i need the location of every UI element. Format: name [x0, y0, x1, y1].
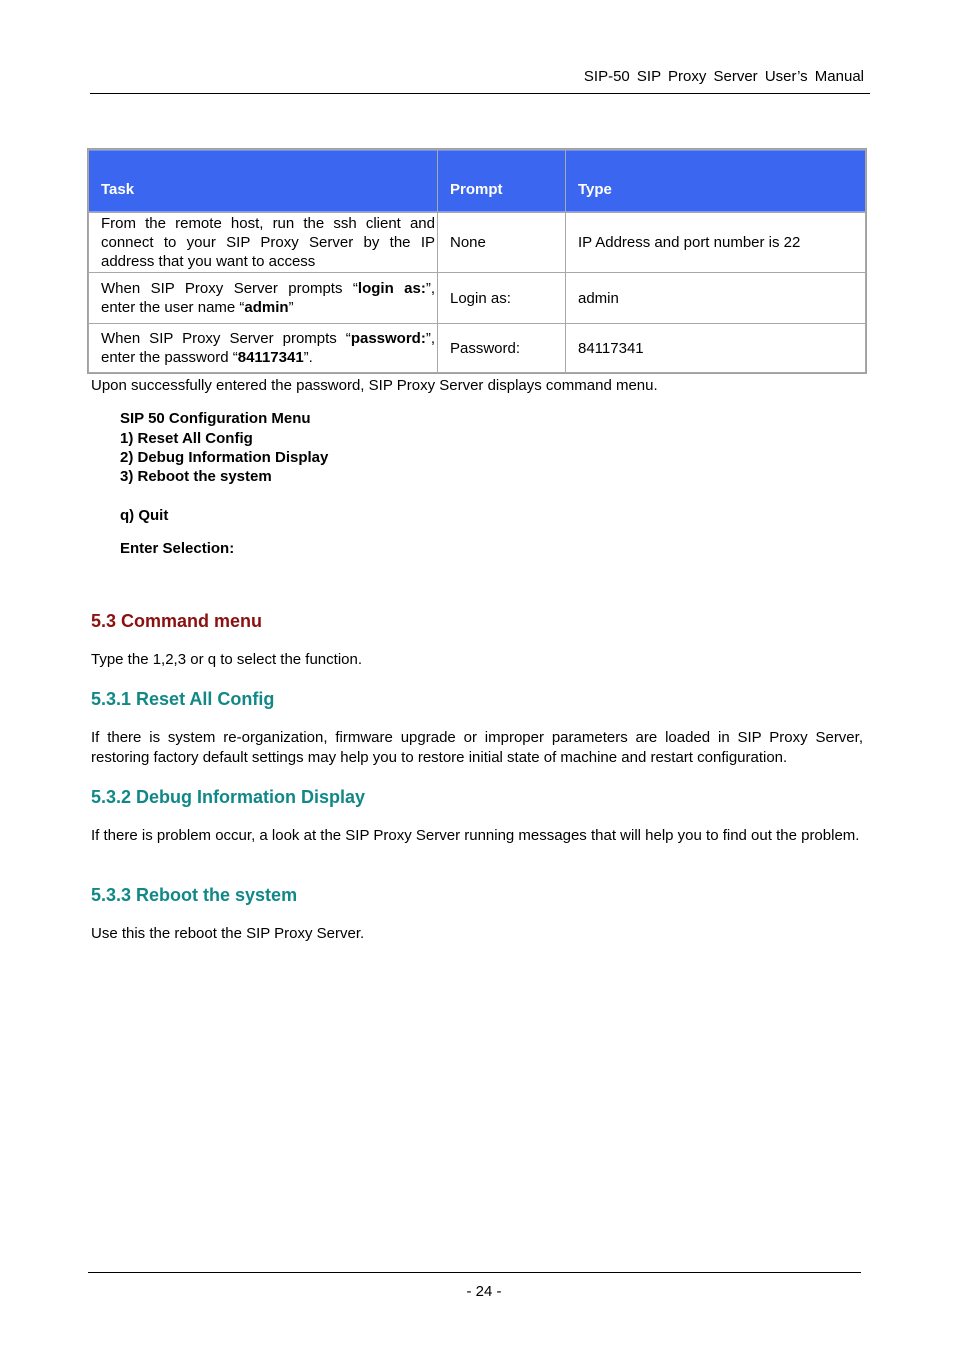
table-header-row	[89, 150, 866, 213]
subsection-heading-debug: 5.3.2 Debug Information Display	[91, 787, 366, 807]
table-row	[89, 213, 866, 273]
type-cell: 84117341	[566, 324, 866, 373]
prompt-cell: None	[438, 213, 566, 273]
task-cell	[89, 324, 438, 373]
column-header-prompt: Prompt	[438, 150, 566, 213]
task-text: When SIP Proxy Server prompts “	[101, 280, 358, 297]
column-header-type: Type	[566, 150, 866, 213]
prompt-cell: Password:	[438, 324, 566, 373]
subsection-paragraph-debug: If there is problem occur, a look at the SIP Proxy Server running messages that will help you to find out the problem.	[91, 827, 860, 844]
menu-item-quit: q) Quit	[120, 507, 169, 524]
running-header: SIP-50 SIP Proxy Server User’s Manual	[583, 68, 864, 85]
task-cell	[89, 273, 438, 324]
page-number: - 24 -	[466, 1283, 502, 1300]
ssh-login-table	[87, 148, 867, 374]
type-cell: admin	[566, 273, 866, 324]
task-keyword: 84117341	[237, 349, 304, 366]
section-paragraph: Type the 1,2,3 or q to select the function.	[91, 651, 363, 668]
column-header-task: Task	[89, 150, 438, 213]
task-keyword: login as:	[357, 280, 426, 297]
subsection-heading-reset: 5.3.1 Reset All Config	[91, 689, 275, 709]
task-table	[88, 149, 866, 373]
task-keyword: password:	[350, 330, 426, 347]
table-row	[89, 273, 866, 324]
menu-title: SIP 50 Configuration Menu	[120, 410, 311, 427]
subsection-paragraph-reboot: Use this the reboot the SIP Proxy Server.	[91, 925, 365, 942]
subsection-paragraph-reset: If there is system re-organization, firmware upgrade or improper parameters are loaded in SIP Proxy Server, restoring factory default settings may help you to restore initial state of machine and restart configuration.	[91, 729, 863, 766]
table-row	[89, 324, 866, 373]
subsection-heading-reboot: 5.3.3 Reboot the system	[91, 885, 298, 905]
menu-item-debug: 2) Debug Information Display	[120, 449, 329, 466]
task-text: ”, enter the user name “	[101, 280, 436, 316]
section-heading: 5.3 Command menu	[91, 611, 263, 631]
task-text: From the remote host, run the ssh client and connect to your SIP Proxy Server by the IP address that you want to access	[101, 215, 435, 270]
header-divider	[90, 93, 870, 94]
task-keyword: admin	[244, 299, 289, 316]
task-text: When SIP Proxy Server prompts “	[101, 330, 351, 347]
menu-item-reset: 1) Reset All Config	[120, 430, 253, 447]
menu-item-reboot: 3) Reboot the system	[120, 468, 272, 485]
task-text: ”, enter the password “	[101, 330, 435, 366]
type-cell: IP Address and port number is 22	[566, 213, 866, 273]
intro-paragraph: Upon successfully entered the password, SIP Proxy Server displays command menu.	[91, 377, 658, 394]
menu-prompt: Enter Selection:	[120, 540, 235, 557]
prompt-cell: Login as:	[438, 273, 566, 324]
task-text: ”	[288, 299, 294, 316]
task-text: ”.	[303, 349, 313, 366]
footer-divider	[88, 1272, 861, 1273]
task-cell	[89, 213, 438, 273]
